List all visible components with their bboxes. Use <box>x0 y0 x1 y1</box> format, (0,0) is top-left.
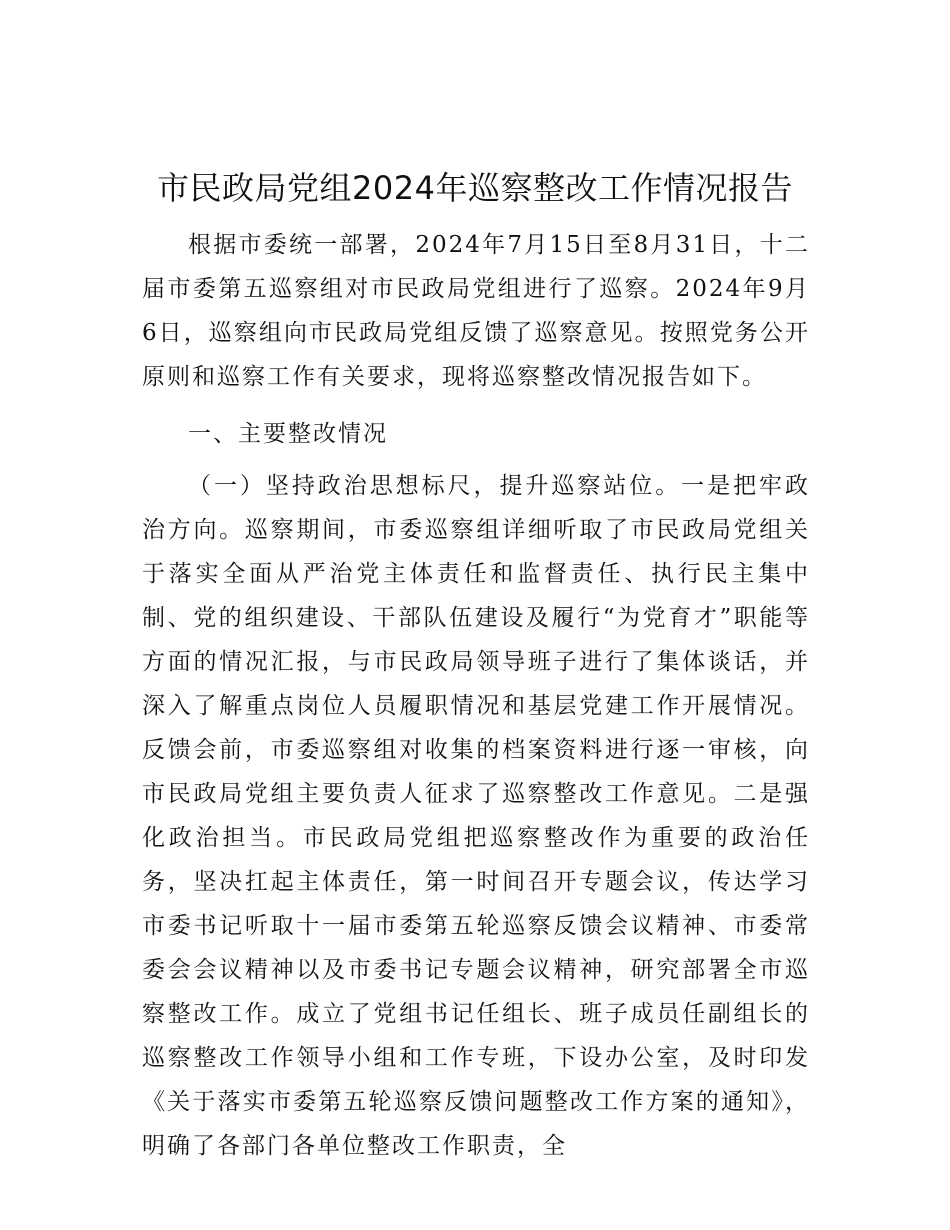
section-heading: 一、主要整改情况 <box>188 421 388 447</box>
document-title: 市民政局党组2024年巡察整改工作情况报告 <box>157 169 793 207</box>
intro-paragraph: 根据市委统一部署，2024年7月15日至8月31日，十二届市委第五巡察组对市民政局党组进行了巡察。2024年9月6日，巡察组向市民政局党组反馈了巡察意见。按照党务公开原则和巡察工作有关要求，现将巡察整改情况报告如下。 <box>142 232 810 390</box>
document-body <box>142 223 810 1168</box>
section-paragraph: （一）坚持政治思想标尺，提升巡察站位。一是把牢政治方向。巡察期间，市委巡察组详细听取了市民政局党组关于落实全面从严治党主体责任和监督责任、执行民主集中制、党的组织建设、干部队伍建设及履行“为党育才”职能等方面的情况汇报，与市民政局领导班子进行了集体谈话，并深入了解重点岗位人员履职情况和基层党建工作开展情况。反馈会前，市委巡察组对收集的档案资料进行逐一审核，向市民政局党组主要负责人征求了巡察整改工作意见。二是强化政治担当。市民政局党组把巡察整改作为重要的政治任务，坚决扛起主体责任，第一时间召开专题会议，传达学习市委书记听取十一届市委第五轮巡察反馈会议精神、市委常委会会议精神以及市委书记专题会议精神，研究部署全市巡察整改工作。成立了党组书记任组长、班子成员任副组长的巡察整改工作领导小组和工作专班，下设办公室，及时印发《关于落实市委第五轮巡察反馈问题整改工作方案的通知》，明确了各部门各单位整改工作职责，全 <box>142 473 810 1159</box>
